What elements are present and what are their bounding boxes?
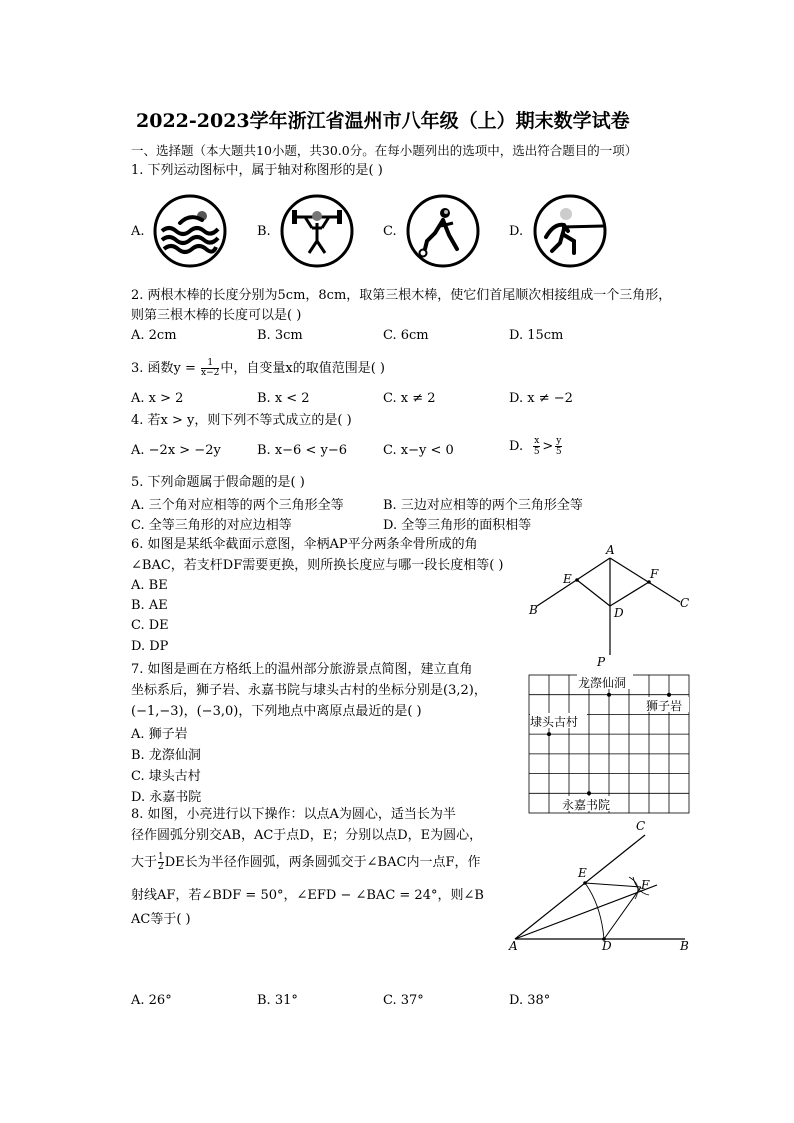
q8-option-d: D. 38°: [509, 993, 551, 1008]
fig8-label-a: A: [509, 939, 518, 953]
q1-option-b-label: B.: [257, 224, 271, 239]
question-7-line2: 坐标系后，狮子岩、永嘉书院与埭头古村的坐标分别是(3,2)，: [131, 683, 487, 698]
question-8-line3: [131, 853, 480, 872]
grid-map-figure: [527, 673, 692, 816]
q8-option-a: A. 26°: [131, 993, 172, 1008]
question-7-line3: (−1,−3)，(−3,0)，下列地点中离原点最近的是( ): [131, 704, 422, 719]
question-1-stem: 1. 下列运动图标中，属于轴对称图形的是( ): [131, 163, 383, 178]
question-3-stem: [131, 359, 385, 378]
q3-option-b: B. x < 2: [257, 391, 310, 406]
q5-option-b: B. 三边对应相等的两个三角形全等: [383, 498, 583, 513]
question-6-line1: 6. 如图是某纸伞截面示意图，伞柄AP平分两条伞骨所成的角: [131, 537, 478, 552]
map-label-daitou: 埭头古村: [530, 715, 579, 729]
fig8-label-f: F: [641, 878, 650, 892]
q4-d-gt: >: [542, 439, 554, 454]
umbrella-figure: [525, 540, 700, 672]
q7-option-c: C. 埭头古村: [131, 769, 201, 784]
fig8-label-d: D: [602, 939, 612, 953]
fig6-label-d: D: [614, 606, 624, 620]
question-2-line2: 则第三根木棒的长度可以是( ): [131, 308, 302, 323]
q2-option-b: B. 3cm: [257, 328, 303, 343]
q1-option-a-label: A.: [131, 224, 145, 239]
q3-option-c: C. x ≠ 2: [383, 391, 436, 406]
q1-option-c-label: C.: [383, 224, 397, 239]
question-8-line5: AC等于( ): [131, 912, 191, 927]
question-8-line4: 射线AF，若∠BDF = 50°，∠EFD − ∠BAC = 24°，则∠B: [131, 888, 484, 903]
fig8-label-e: E: [578, 866, 587, 880]
q5-option-c: C. 全等三角形的对应边相等: [131, 518, 292, 533]
question-8-line2: 径作圆弧分别交AB，AC于点D，E；分别以点D，E为圆心，: [131, 828, 483, 843]
map-label-yongjia: 永嘉书院: [562, 798, 611, 812]
fencing-icon: [532, 193, 608, 269]
map-label-longji: 龙漈仙洞: [578, 676, 627, 690]
q2-option-a: A. 2cm: [131, 328, 177, 343]
q3-stem-post: 中，自变量x的取值范围是( ): [220, 361, 385, 376]
q3-frac-den: x−2: [201, 368, 220, 378]
q2-option-c: C. 6cm: [383, 328, 429, 343]
q4-d-num2: y: [556, 436, 562, 446]
q4-d-frac2: [555, 436, 562, 457]
q4-d-den1: 5: [533, 447, 540, 457]
q8-line3-pre: 大于: [131, 855, 158, 870]
map-label-shiziyan: 狮子岩: [646, 699, 683, 713]
fig6-label-e: E: [563, 572, 572, 586]
q8-frac-den: 2: [158, 862, 164, 872]
question-6-line2: ∠BAC，若支杆DF需要更换，则所换长度应与哪一段长度相等( ): [131, 558, 504, 573]
question-2-line1: 2. 两根木棒的长度分别为5cm，8cm，取第三根木棒，使它们首尾顺次相接组成一个三角形，: [131, 288, 672, 303]
question-7-line1: 7. 如图是画在方格纸上的温州部分旅游景点简图，建立直角: [131, 662, 473, 677]
fig6-label-f: F: [650, 567, 659, 581]
q3-fraction: [201, 359, 219, 378]
weightlifting-icon: [279, 193, 355, 269]
q3-option-d: D. x ≠ −2: [509, 391, 573, 406]
q6-option-b: B. AE: [131, 598, 168, 613]
fig6-label-p: P: [597, 655, 606, 669]
q7-option-b: B. 龙漈仙洞: [131, 748, 201, 763]
q6-option-c: C. DE: [131, 618, 169, 633]
q3-stem-pre: 3. 函数y =: [131, 361, 201, 376]
section-heading: 一、选择题（本大题共10小题，共30.0分。在每小题列出的选项中，选出符合题目的一项）: [131, 143, 638, 158]
angle-construction-figure: [505, 815, 697, 955]
swimming-icon: [152, 193, 228, 269]
q5-option-a: A. 三个角对应相等的两个三角形全等: [131, 498, 344, 513]
q8-option-b: B. 31°: [257, 993, 298, 1008]
q6-option-d: D. DP: [131, 639, 169, 654]
question-5-stem: 5. 下列命题属于假命题的是( ): [131, 475, 305, 490]
question-4-stem: 4. 若x > y，则下列不等式成立的是( ): [131, 413, 352, 428]
q7-option-a: A. 狮子岩: [131, 727, 188, 742]
question-8-line1: 8. 如图，小亮进行以下操作：以点A为圆心，适当长为半: [131, 807, 456, 822]
fig6-label-c: C: [680, 596, 690, 610]
q4-d-num1: x: [534, 436, 540, 446]
q4-d-frac1: [533, 436, 540, 457]
q6-option-a: A. BE: [131, 578, 168, 593]
q4-option-c: C. x−y < 0: [383, 443, 454, 458]
q8-fraction: [158, 853, 164, 872]
football-icon: [405, 193, 481, 269]
q1-option-d-label: D.: [509, 224, 524, 239]
q4-option-d: [509, 436, 562, 457]
q4-option-a: A. −2x > −2y: [131, 443, 221, 458]
q8-frac-num: 1: [158, 852, 164, 862]
fig8-label-b: B: [680, 939, 689, 953]
q8-line3-post: DE长为半径作圆弧，两条圆弧交于∠BAC内一点F，作: [164, 855, 481, 870]
page-title: 2022-2023学年浙江省温州市八年级（上）期末数学试卷: [136, 110, 630, 132]
q4-d-den2: 5: [555, 447, 562, 457]
q2-option-d: D. 15cm: [509, 328, 564, 343]
q4-option-b: B. x−6 < y−6: [257, 443, 347, 458]
fig6-label-a: A: [606, 543, 615, 557]
fig6-label-b: B: [529, 603, 538, 617]
fig8-label-c: C: [636, 819, 646, 833]
q3-option-a: A. x > 2: [131, 391, 184, 406]
q8-option-c: C. 37°: [383, 993, 424, 1008]
q7-option-d: D. 永嘉书院: [131, 790, 202, 805]
q5-option-d: D. 全等三角形的面积相等: [383, 518, 532, 533]
q3-frac-num: 1: [201, 359, 219, 369]
q4-option-d-label: D.: [509, 439, 524, 454]
